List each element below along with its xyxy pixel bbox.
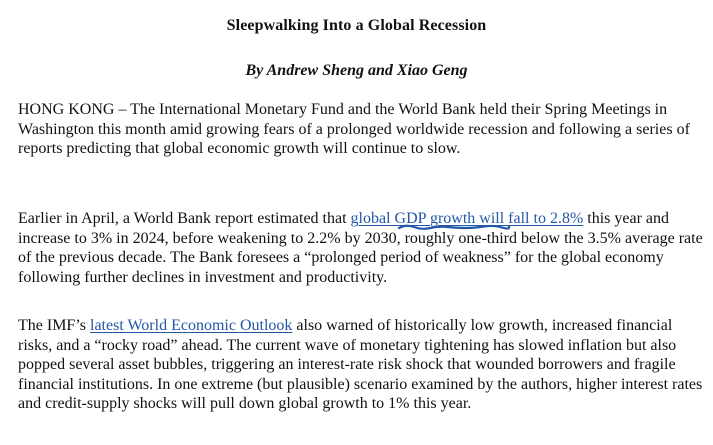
grammar-squiggle-underline bbox=[398, 223, 510, 231]
paragraph-3-text-after: also warned of historically low growth, increased financial risks, and a “rocky road” ahead. The current wave of monetary tightening has slowed inflation but also popped several asset bubbles, triggering an interest-rate risk shock that wounded borrowers and fragile financial institutions. In one extreme (but plausible) scenario examined by the authors, higher interest rates and credit-supply shocks will pull down global growth to 1% this year. bbox=[18, 317, 703, 413]
world-bank-report-link[interactable]: global GDP growth will fall to 2.8% bbox=[350, 210, 584, 227]
paragraph-3 bbox=[18, 316, 708, 414]
paragraph-2-text-before: Earlier in April, a World Bank report estimated that bbox=[18, 210, 351, 227]
paragraph-2 bbox=[18, 209, 708, 287]
paragraph-3-text-before: The IMF’s bbox=[18, 317, 90, 334]
world-economic-outlook-link[interactable]: latest World Economic Outlook bbox=[90, 317, 293, 334]
paragraph-1 bbox=[18, 100, 708, 159]
paragraph-2-text-after: this year and increase to 3% in 2024, before weakening to 2.2% by 2030, roughly one-third below the 3.5% average rate of the previous decade. The Bank foresees a “prolonged period of weakness” for the global economy following further declines in investment and productivity. bbox=[18, 210, 703, 286]
paragraph-1-text: HONG KONG – The International Monetary Fund and the World Bank held their Spring Meetings in Washington this month amid growing fears of a prolonged worldwide recession and following a series of reports predicting that global economic growth will continue to slow. bbox=[18, 101, 690, 158]
article-title: Sleepwalking Into a Global Recession bbox=[226, 17, 487, 34]
article-byline: By Andrew Sheng and Xiao Geng bbox=[245, 62, 468, 79]
